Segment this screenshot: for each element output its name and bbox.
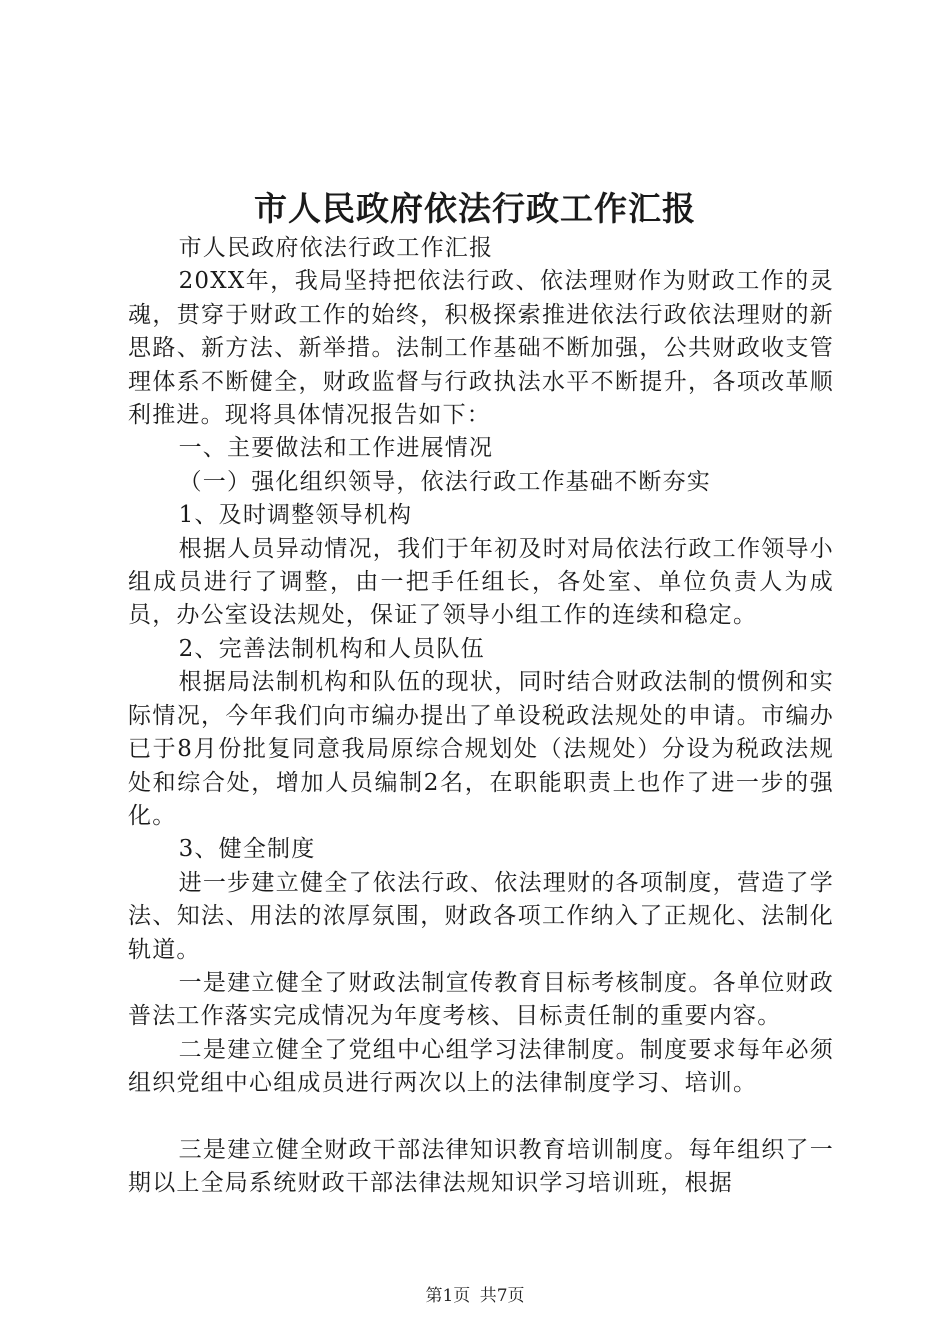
body-paragraph: 进一步建立健全了依法行政、依法理财的各项制度，营造了学法、知法、用法的浓厚氛围，财政各项工作纳入了正规化、法制化轨道。 <box>128 869 834 963</box>
body-paragraph: 二是建立健全了党组中心组学习法律制度。制度要求每年必须组织党组中心组成员进行两次以上的法律制度学习、培训。 <box>128 1036 834 1097</box>
section-heading: 一、主要做法和工作进展情况 <box>178 435 494 462</box>
subtitle-paragraph: 市人民政府依法行政工作汇报 <box>178 235 494 261</box>
item-heading: 2、完善法制机构和人员队伍 <box>178 635 485 662</box>
body-paragraph: 根据人员异动情况，我们于年初及时对局依法行政工作领导小组成员进行了调整，由一把手任组长，各处室、单位负责人为成员，办公室设法规处，保证了领导小组工作的连续和稳定。 <box>128 535 834 629</box>
intro-paragraph: 20XX年，我局坚持把依法行政、依法理财作为财政工作的灵魂，贯穿于财政工作的始终，积极探索推进依法行政依法理财的新思路、新方法、新举措。法制工作基础不断加强，公共财政收支管理体系不断健全，财政监督与行政执法水平不断提升，各项改革顺利推进。现将具体情况报告如下： <box>128 268 834 429</box>
page-total: 共7页 <box>479 1286 525 1306</box>
blank-line <box>128 1101 834 1134</box>
subsection-heading: （一）强化组织领导，依法行政工作基础不断夯实 <box>178 468 711 495</box>
item-heading: 3、健全制度 <box>178 836 316 863</box>
document-title: 市人民政府依法行政工作汇报 <box>254 189 696 228</box>
document-body <box>128 232 834 1201</box>
page-footer <box>0 1284 950 1308</box>
body-paragraph: 根据局法制机构和队伍的现状，同时结合财政法制的惯例和实际情况，今年我们向市编办提出了单设税政法规处的申请。市编办已于8月份批复同意我局原综合规划处（法规处）分设为税政法规处和综合处，增加人员编制2名，在职能职责上也作了进一步的强化。 <box>128 669 834 829</box>
page-number: 第1页 <box>425 1286 471 1306</box>
body-paragraph: 三是建立健全财政干部法律知识教育培训制度。每年组织了一期以上全局系统财政干部法律法规知识学习培训班，根据 <box>128 1136 834 1197</box>
item-heading: 1、及时调整领导机构 <box>178 502 413 529</box>
body-paragraph: 一是建立健全了财政法制宣传教育目标考核制度。各单位财政普法工作落实完成情况为年度考核、目标责任制的重要内容。 <box>128 969 834 1030</box>
